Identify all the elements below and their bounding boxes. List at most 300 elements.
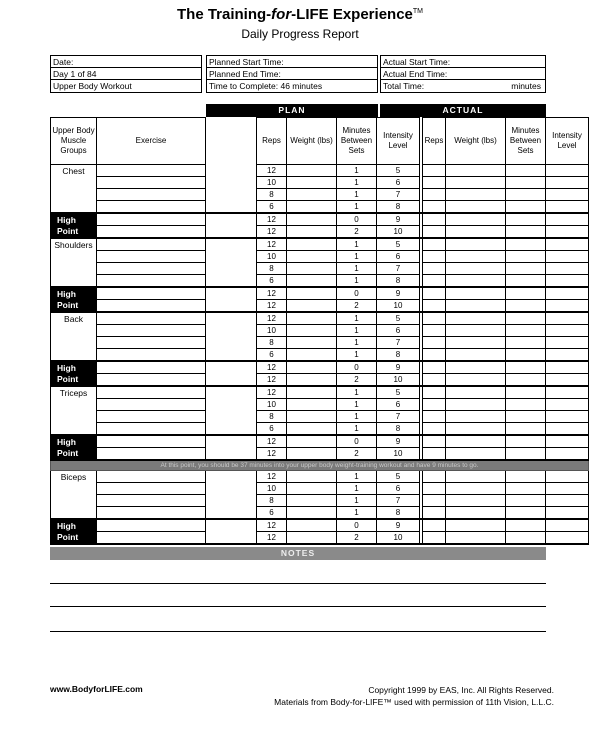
actual-minutes-cell[interactable]	[506, 399, 546, 411]
actual-weight-cell[interactable]	[446, 495, 506, 507]
plan-intensity-cell: 10	[377, 226, 420, 239]
plan-minutes-cell: 1	[337, 337, 377, 349]
col-gap	[206, 263, 257, 275]
plan-minutes-cell: 1	[337, 263, 377, 275]
actual-intensity-cell[interactable]	[546, 337, 589, 349]
plan-minutes-cell: 0	[337, 435, 377, 448]
actual-reps-cell[interactable]	[423, 165, 446, 177]
actual-intensity-cell[interactable]	[546, 300, 589, 313]
exercise-cell[interactable]	[97, 386, 206, 399]
actual-intensity-cell[interactable]	[546, 374, 589, 387]
plan-reps-cell: 12	[257, 386, 287, 399]
actual-minutes-cell[interactable]	[506, 300, 546, 313]
plan-weight-cell[interactable]	[287, 435, 337, 448]
exercise-cell[interactable]	[97, 165, 206, 177]
plan-minutes-cell: 1	[337, 238, 377, 251]
actual-weight-cell[interactable]	[446, 423, 506, 436]
workout-log-body	[51, 118, 589, 545]
actual-reps-cell[interactable]	[423, 483, 446, 495]
plan-weight-cell[interactable]	[287, 519, 337, 532]
plan-weight-cell[interactable]	[287, 507, 337, 520]
actual-weight-cell[interactable]	[446, 312, 506, 325]
actual-reps-cell[interactable]	[423, 399, 446, 411]
plan-intensity-cell: 10	[377, 532, 420, 545]
actual-reps-cell[interactable]	[423, 238, 446, 251]
plan-weight-cell[interactable]	[287, 411, 337, 423]
actual-minutes-cell[interactable]	[506, 386, 546, 399]
actual-weight-cell[interactable]	[446, 213, 506, 226]
plan-intensity-cell: 7	[377, 189, 420, 201]
col-actual-minutes: Minutes Between Sets	[506, 118, 546, 165]
col-muscle-group: Upper Body Muscle Groups	[51, 118, 97, 165]
actual-reps-cell[interactable]	[423, 519, 446, 532]
plan-weight-cell[interactable]	[287, 251, 337, 263]
exercise-cell[interactable]	[97, 263, 206, 275]
plan-weight-cell[interactable]	[287, 263, 337, 275]
actual-minutes-cell[interactable]	[506, 361, 546, 374]
plan-weight-cell[interactable]	[287, 275, 337, 288]
materials-text: Materials from Body-for-LIFE™ used with permission of 11th Vision, L.L.C.	[274, 697, 554, 707]
exercise-cell[interactable]	[97, 238, 206, 251]
actual-reps-cell[interactable]	[423, 349, 446, 362]
actual-intensity-cell[interactable]	[546, 189, 589, 201]
actual-weight-cell[interactable]	[446, 435, 506, 448]
actual-weight-cell[interactable]	[446, 448, 506, 461]
actual-weight-cell[interactable]	[446, 238, 506, 251]
high-point-label: High Point	[51, 287, 97, 312]
exercise-cell[interactable]	[97, 495, 206, 507]
info-box-planned	[206, 55, 378, 93]
site-link[interactable]: www.BodyforLIFE.com	[50, 684, 143, 694]
exercise-cell[interactable]	[97, 471, 206, 483]
actual-reps-cell[interactable]	[423, 213, 446, 226]
actual-minutes-cell[interactable]	[506, 349, 546, 362]
exercise-cell[interactable]	[97, 312, 206, 325]
plan-weight-cell[interactable]	[287, 287, 337, 300]
col-gap	[206, 287, 257, 300]
actual-intensity-cell[interactable]	[546, 213, 589, 226]
exercise-cell[interactable]	[97, 361, 206, 374]
actual-minutes-cell[interactable]	[506, 213, 546, 226]
exercise-cell[interactable]	[97, 435, 206, 448]
plan-reps-cell: 10	[257, 399, 287, 411]
plan-weight-cell[interactable]	[287, 238, 337, 251]
exercise-cell[interactable]	[97, 423, 206, 436]
plan-minutes-cell: 1	[337, 471, 377, 483]
plan-reps-cell: 12	[257, 287, 287, 300]
actual-intensity-cell[interactable]	[546, 495, 589, 507]
actual-weight-cell[interactable]	[446, 300, 506, 313]
plan-minutes-cell: 0	[337, 519, 377, 532]
actual-minutes-cell[interactable]	[506, 495, 546, 507]
plan-minutes-cell: 2	[337, 226, 377, 239]
exercise-cell[interactable]	[97, 532, 206, 545]
notes-band: NOTES	[50, 547, 546, 560]
actual-reps-cell[interactable]	[423, 448, 446, 461]
high-point-row	[51, 374, 589, 387]
plan-minutes-cell: 0	[337, 361, 377, 374]
col-gap	[206, 165, 257, 177]
exercise-cell[interactable]	[97, 226, 206, 239]
actual-weight-cell[interactable]	[446, 483, 506, 495]
actual-reps-cell[interactable]	[423, 251, 446, 263]
actual-minutes-cell[interactable]	[506, 263, 546, 275]
plan-weight-cell[interactable]	[287, 177, 337, 189]
actual-weight-cell[interactable]	[446, 189, 506, 201]
plan-intensity-cell: 10	[377, 448, 420, 461]
set-row	[51, 337, 589, 349]
notes-line[interactable]	[50, 606, 546, 607]
actual-minutes-cell[interactable]	[506, 275, 546, 288]
plan-intensity-cell: 5	[377, 238, 420, 251]
actual-end-field[interactable]: Actual End Time:	[381, 68, 545, 80]
copyright-block	[274, 684, 554, 708]
actual-intensity-cell[interactable]	[546, 325, 589, 337]
plan-reps-cell: 6	[257, 201, 287, 214]
actual-minutes-cell[interactable]	[506, 189, 546, 201]
plan-weight-cell[interactable]	[287, 532, 337, 545]
actual-intensity-cell[interactable]	[546, 312, 589, 325]
actual-intensity-cell[interactable]	[546, 238, 589, 251]
plan-intensity-cell: 7	[377, 263, 420, 275]
plan-weight-cell[interactable]	[287, 325, 337, 337]
plan-intensity-cell: 6	[377, 483, 420, 495]
plan-intensity-cell: 6	[377, 399, 420, 411]
col-gap	[206, 325, 257, 337]
plan-intensity-cell: 10	[377, 374, 420, 387]
col-actual-weight: Weight (lbs)	[446, 118, 506, 165]
actual-minutes-cell[interactable]	[506, 532, 546, 545]
actual-weight-cell[interactable]	[446, 177, 506, 189]
plan-reps-cell: 8	[257, 189, 287, 201]
actual-minutes-cell[interactable]	[506, 448, 546, 461]
plan-weight-cell[interactable]	[287, 226, 337, 239]
high-point-label: High Point	[51, 213, 97, 238]
actual-reps-cell[interactable]	[423, 263, 446, 275]
actual-intensity-cell[interactable]	[546, 448, 589, 461]
set-row	[51, 325, 589, 337]
actual-reps-cell[interactable]	[423, 226, 446, 239]
day-count: Day 1 of 84	[51, 68, 201, 80]
actual-minutes-cell[interactable]	[506, 251, 546, 263]
actual-weight-cell[interactable]	[446, 226, 506, 239]
plan-reps-cell: 12	[257, 312, 287, 325]
exercise-cell[interactable]	[97, 374, 206, 387]
plan-weight-cell[interactable]	[287, 337, 337, 349]
col-plan-weight: Weight (lbs)	[287, 118, 337, 165]
exercise-cell[interactable]	[97, 287, 206, 300]
plan-intensity-cell: 9	[377, 519, 420, 532]
actual-intensity-cell[interactable]	[546, 471, 589, 483]
set-row	[51, 399, 589, 411]
plan-minutes-cell: 1	[337, 483, 377, 495]
actual-minutes-cell[interactable]	[506, 238, 546, 251]
col-gap	[206, 238, 257, 251]
actual-intensity-cell[interactable]	[546, 519, 589, 532]
plan-intensity-cell: 7	[377, 411, 420, 423]
high-point-row	[51, 226, 589, 239]
actual-minutes-cell[interactable]	[506, 201, 546, 214]
plan-reps-cell: 8	[257, 411, 287, 423]
actual-start-field[interactable]: Actual Start Time:	[381, 56, 545, 68]
plan-intensity-cell: 9	[377, 287, 420, 300]
plan-intensity-cell: 6	[377, 177, 420, 189]
actual-minutes-cell[interactable]	[506, 165, 546, 177]
actual-minutes-cell[interactable]	[506, 423, 546, 436]
actual-reps-cell[interactable]	[423, 337, 446, 349]
exercise-cell[interactable]	[97, 399, 206, 411]
actual-intensity-cell[interactable]	[546, 361, 589, 374]
actual-intensity-cell[interactable]	[546, 386, 589, 399]
exercise-cell[interactable]	[97, 349, 206, 362]
plan-intensity-cell: 6	[377, 251, 420, 263]
plan-reps-cell: 12	[257, 213, 287, 226]
plan-minutes-cell: 1	[337, 495, 377, 507]
col-gap	[206, 201, 257, 214]
col-gap	[206, 213, 257, 226]
actual-intensity-cell[interactable]	[546, 435, 589, 448]
col-gap	[206, 411, 257, 423]
actual-weight-cell[interactable]	[446, 337, 506, 349]
plan-weight-cell[interactable]	[287, 213, 337, 226]
actual-weight-cell[interactable]	[446, 275, 506, 288]
plan-weight-cell[interactable]	[287, 495, 337, 507]
plan-intensity-cell: 8	[377, 507, 420, 520]
actual-weight-cell[interactable]	[446, 251, 506, 263]
plan-reps-cell: 6	[257, 423, 287, 436]
actual-minutes-cell[interactable]	[506, 374, 546, 387]
plan-minutes-cell: 0	[337, 213, 377, 226]
actual-intensity-cell[interactable]	[546, 411, 589, 423]
plan-minutes-cell: 1	[337, 349, 377, 362]
set-row	[51, 423, 589, 436]
actual-weight-cell[interactable]	[446, 361, 506, 374]
actual-minutes-cell[interactable]	[506, 471, 546, 483]
set-row	[51, 165, 589, 177]
actual-weight-cell[interactable]	[446, 201, 506, 214]
exercise-cell[interactable]	[97, 213, 206, 226]
exercise-cell[interactable]	[97, 337, 206, 349]
plan-minutes-cell: 1	[337, 411, 377, 423]
plan-intensity-cell: 7	[377, 337, 420, 349]
plan-minutes-cell: 1	[337, 399, 377, 411]
actual-intensity-cell[interactable]	[546, 177, 589, 189]
actual-reps-cell[interactable]	[423, 287, 446, 300]
actual-minutes-cell[interactable]	[506, 287, 546, 300]
plan-reps-cell: 12	[257, 532, 287, 545]
workout-log-table	[50, 117, 589, 545]
actual-weight-cell[interactable]	[446, 471, 506, 483]
plan-minutes-cell: 1	[337, 275, 377, 288]
actual-weight-cell[interactable]	[446, 519, 506, 532]
set-row	[51, 238, 589, 251]
exercise-cell[interactable]	[97, 507, 206, 520]
actual-intensity-cell[interactable]	[546, 349, 589, 362]
plan-reps-cell: 12	[257, 435, 287, 448]
set-row	[51, 177, 589, 189]
actual-minutes-cell[interactable]	[506, 177, 546, 189]
actual-intensity-cell[interactable]	[546, 483, 589, 495]
actual-minutes-cell[interactable]	[506, 435, 546, 448]
actual-weight-cell[interactable]	[446, 325, 506, 337]
actual-minutes-cell[interactable]	[506, 226, 546, 239]
high-point-label: High Point	[51, 435, 97, 460]
exercise-cell[interactable]	[97, 483, 206, 495]
actual-intensity-cell[interactable]	[546, 532, 589, 545]
plan-minutes-cell: 1	[337, 325, 377, 337]
plan-weight-cell[interactable]	[287, 386, 337, 399]
actual-intensity-cell[interactable]	[546, 423, 589, 436]
actual-reps-cell[interactable]	[423, 411, 446, 423]
actual-reps-cell[interactable]	[423, 423, 446, 436]
notes-line[interactable]	[50, 583, 546, 584]
plan-weight-cell[interactable]	[287, 471, 337, 483]
exercise-cell[interactable]	[97, 448, 206, 461]
plan-minutes-cell: 1	[337, 201, 377, 214]
actual-intensity-cell[interactable]	[546, 399, 589, 411]
actual-intensity-cell[interactable]	[546, 287, 589, 300]
actual-intensity-cell[interactable]	[546, 275, 589, 288]
plan-intensity-cell: 6	[377, 325, 420, 337]
plan-weight-cell[interactable]	[287, 349, 337, 362]
actual-weight-cell[interactable]	[446, 507, 506, 520]
actual-reps-cell[interactable]	[423, 275, 446, 288]
actual-intensity-cell[interactable]	[546, 165, 589, 177]
actual-reps-cell[interactable]	[423, 177, 446, 189]
col-gap	[206, 507, 257, 520]
total-time-field[interactable]: Total Time: minutes	[383, 81, 541, 91]
actual-weight-cell[interactable]	[446, 399, 506, 411]
actual-reps-cell[interactable]	[423, 189, 446, 201]
actual-reps-cell[interactable]	[423, 374, 446, 387]
plan-weight-cell[interactable]	[287, 165, 337, 177]
plan-minutes-cell: 2	[337, 374, 377, 387]
actual-reps-cell[interactable]	[423, 386, 446, 399]
actual-intensity-cell[interactable]	[546, 263, 589, 275]
set-row	[51, 201, 589, 214]
actual-reps-cell[interactable]	[423, 201, 446, 214]
page-title: The Training-for-LIFE Experience™	[177, 6, 423, 23]
col-gap	[206, 300, 257, 313]
col-gap	[206, 275, 257, 288]
actual-reps-cell[interactable]	[423, 312, 446, 325]
actual-weight-cell[interactable]	[446, 287, 506, 300]
actual-minutes-cell[interactable]	[506, 325, 546, 337]
plan-weight-cell[interactable]	[287, 374, 337, 387]
actual-reps-cell[interactable]	[423, 471, 446, 483]
actual-reps-cell[interactable]	[423, 300, 446, 313]
muscle-group-label: Shoulders	[51, 238, 97, 287]
plan-weight-cell[interactable]	[287, 300, 337, 313]
actual-minutes-cell[interactable]	[506, 337, 546, 349]
muscle-group-label: Triceps	[51, 386, 97, 435]
actual-reps-cell[interactable]	[423, 495, 446, 507]
plan-weight-cell[interactable]	[287, 312, 337, 325]
exercise-cell[interactable]	[97, 189, 206, 201]
high-point-row	[51, 448, 589, 461]
actual-weight-cell[interactable]	[446, 374, 506, 387]
exercise-cell[interactable]	[97, 519, 206, 532]
set-row	[51, 495, 589, 507]
exercise-cell[interactable]	[97, 300, 206, 313]
exercise-cell[interactable]	[97, 275, 206, 288]
plan-intensity-cell: 9	[377, 361, 420, 374]
actual-weight-cell[interactable]	[446, 263, 506, 275]
actual-intensity-cell[interactable]	[546, 251, 589, 263]
actual-weight-cell[interactable]	[446, 411, 506, 423]
actual-minutes-cell[interactable]	[506, 411, 546, 423]
plan-weight-cell[interactable]	[287, 483, 337, 495]
plan-weight-cell[interactable]	[287, 189, 337, 201]
exercise-cell[interactable]	[97, 411, 206, 423]
info-box-actual	[380, 55, 546, 93]
high-point-row	[51, 519, 589, 532]
notice-text: At this point, you should be 37 minutes into your upper body weight-training workout and have 9 minutes to go.	[51, 460, 589, 471]
plan-weight-cell[interactable]	[287, 201, 337, 214]
actual-reps-cell[interactable]	[423, 361, 446, 374]
plan-minutes-cell: 1	[337, 177, 377, 189]
actual-minutes-cell[interactable]	[506, 519, 546, 532]
col-gap	[206, 226, 257, 239]
planned-start-field[interactable]: Planned Start Time:	[207, 56, 377, 68]
col-actual-reps: Reps	[423, 118, 446, 165]
plan-reps-cell: 10	[257, 251, 287, 263]
plan-weight-cell[interactable]	[287, 361, 337, 374]
exercise-cell[interactable]	[97, 177, 206, 189]
actual-reps-cell[interactable]	[423, 532, 446, 545]
notes-line[interactable]	[50, 631, 546, 632]
set-row	[51, 471, 589, 483]
high-point-row	[51, 287, 589, 300]
actual-intensity-cell[interactable]	[546, 201, 589, 214]
actual-intensity-cell[interactable]	[546, 507, 589, 520]
col-gap	[206, 519, 257, 532]
plan-weight-cell[interactable]	[287, 448, 337, 461]
plan-weight-cell[interactable]	[287, 399, 337, 411]
plan-weight-cell[interactable]	[287, 423, 337, 436]
plan-reps-cell: 12	[257, 471, 287, 483]
plan-reps-cell: 6	[257, 507, 287, 520]
high-point-row	[51, 213, 589, 226]
actual-reps-cell[interactable]	[423, 507, 446, 520]
date-field[interactable]: Date:	[51, 56, 201, 68]
set-row	[51, 251, 589, 263]
actual-minutes-cell[interactable]	[506, 483, 546, 495]
actual-weight-cell[interactable]	[446, 532, 506, 545]
actual-reps-cell[interactable]	[423, 325, 446, 337]
plan-reps-cell: 10	[257, 483, 287, 495]
plan-intensity-cell: 5	[377, 312, 420, 325]
actual-weight-cell[interactable]	[446, 165, 506, 177]
exercise-cell[interactable]	[97, 201, 206, 214]
planned-end-field[interactable]: Planned End Time:	[207, 68, 377, 80]
plan-minutes-cell: 2	[337, 448, 377, 461]
high-point-label: High Point	[51, 361, 97, 386]
plan-intensity-cell: 5	[377, 386, 420, 399]
actual-reps-cell[interactable]	[423, 435, 446, 448]
plan-intensity-cell: 8	[377, 275, 420, 288]
muscle-group-label: Biceps	[51, 471, 97, 520]
high-point-row	[51, 435, 589, 448]
set-row	[51, 312, 589, 325]
exercise-cell[interactable]	[97, 325, 206, 337]
actual-minutes-cell[interactable]	[506, 507, 546, 520]
actual-weight-cell[interactable]	[446, 386, 506, 399]
actual-weight-cell[interactable]	[446, 349, 506, 362]
exercise-cell[interactable]	[97, 251, 206, 263]
actual-minutes-cell[interactable]	[506, 312, 546, 325]
actual-intensity-cell[interactable]	[546, 226, 589, 239]
